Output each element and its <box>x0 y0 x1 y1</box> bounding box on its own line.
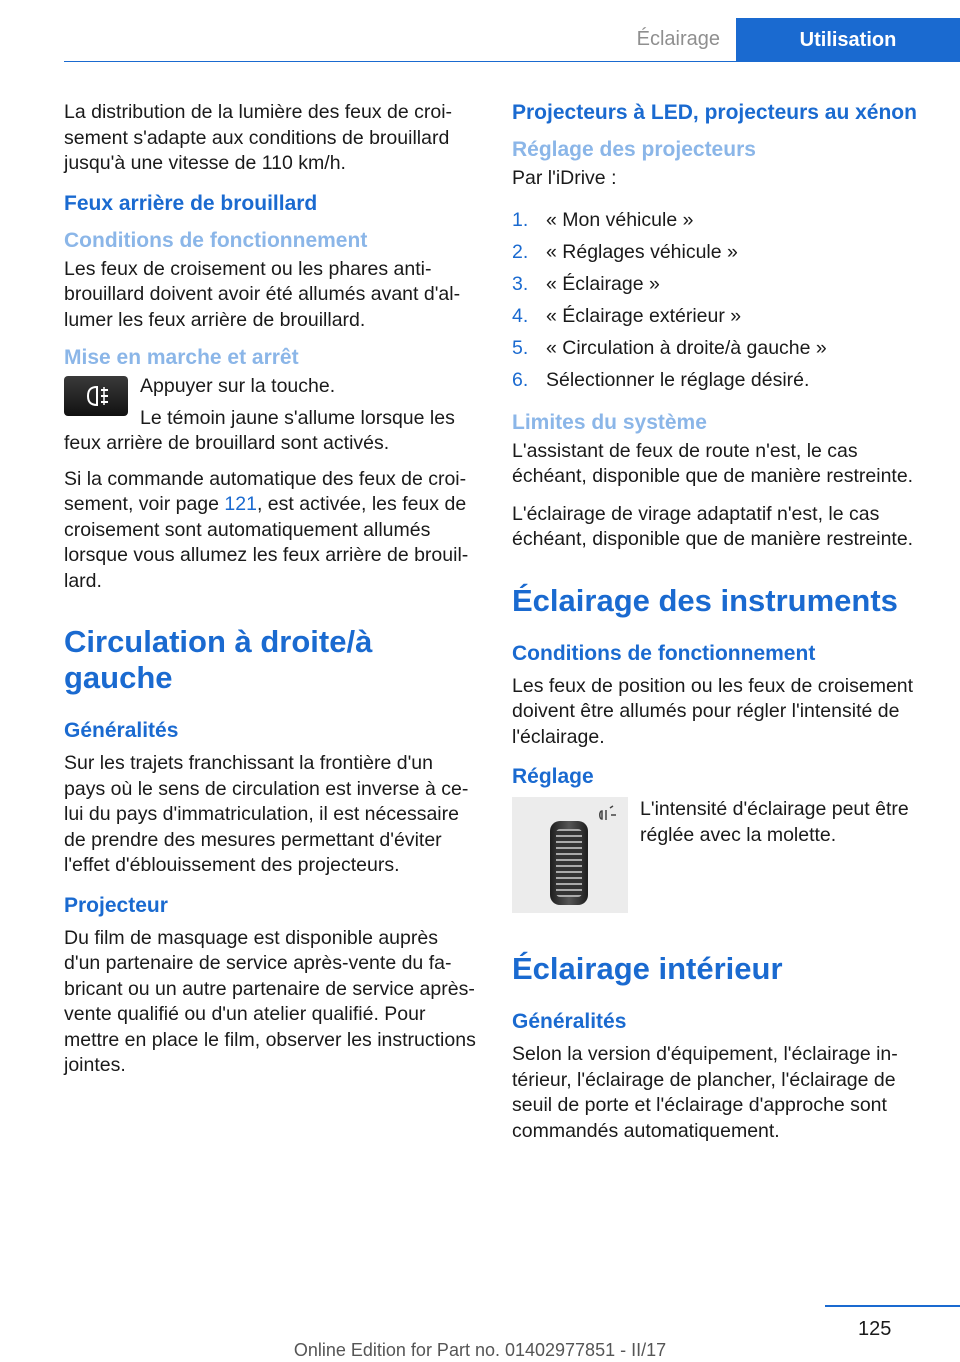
limits-paragraph-1: L'assistant de feux de route n'est, le cas échéant, disponible que de manière restreinte. <box>512 439 914 487</box>
press-button-text: Appuyer sur la touche. <box>140 375 336 397</box>
heading-led-xenon: Projecteurs à LED, projecteurs au xénon <box>512 101 917 124</box>
subheading-conditions: Conditions de fonctionnement <box>64 228 368 252</box>
list-item: 4. « Éclairage extérieur » <box>512 304 742 327</box>
subheading-setting: Réglage <box>512 765 594 788</box>
indicator-text: Le témoin jaune s'allume lorsque les feux arrière de brouillard sont activés. <box>64 406 455 454</box>
instrument-lighting-roller-icon <box>512 797 628 913</box>
subheading-general: Généralités <box>64 719 179 742</box>
header-section-title: Éclairage <box>636 28 720 50</box>
heading-interior-lighting: Éclairage intérieur <box>512 951 783 986</box>
setting-paragraph: L'intensité d'éclairage peut être réglée avec la molette. <box>640 798 909 846</box>
page-link-121[interactable]: 121 <box>224 493 257 515</box>
list-item: 2. « Réglages véhicule » <box>512 240 738 263</box>
right-column <box>512 100 924 1156</box>
rear-fog-light-button-icon <box>64 376 128 416</box>
edition-footer: Online Edition for Part no. 01402977851 - II/17 <box>293 1340 667 1360</box>
auto-lights-paragraph: Si la commande automatique des feux de croisement, voir page 121, est activée, les feux de croisement sont automatiquement allumés lorsque vous allumez les feux arrière de brouillard. <box>64 467 469 592</box>
subheading-instrument-conditions: Conditions de fonctionnement <box>512 641 816 665</box>
roller-figure <box>512 797 924 921</box>
header-rule <box>64 61 960 62</box>
general-paragraph: Sur les trajets franchissant la frontière d'un pays où le sens de circulation est inverse à celui du pays d'immatriculation, il est nécessaire de prendre des mesures permettant d'éviter l'effet d'éblouissement des projecteurs. <box>64 752 469 876</box>
page-number: 125 <box>858 1318 892 1340</box>
subheading-interior-general: Généralités <box>512 1010 627 1033</box>
projector-paragraph: Du film de masquage est disponible auprès d'un partenaire de service après-vente du fabricant ou un autre partenaire de service après-vente qualifié ou d'un atelier qualifié. Pour mettre en place le film, observer les instructions jointes. <box>64 926 476 1076</box>
header-chapter-tab: Utilisation <box>736 18 960 62</box>
instrument-conditions-paragraph: Les feux de position ou les feux de croisement doivent être allumés pour régler l'intensité de l'éclairage. <box>512 674 914 748</box>
heading-rear-fog: Feux arrière de brouillard <box>64 191 318 215</box>
left-column <box>64 100 476 1091</box>
idrive-intro: Par l'iDrive : <box>512 167 617 189</box>
list-item: 6. Sélectionner le réglage désiré. <box>512 368 810 391</box>
subheading-on-off: Mise en marche et arrêt <box>64 346 299 369</box>
subheading-system-limits: Limites du système <box>512 410 707 434</box>
subheading-headlight-adjust: Réglage des projecteurs <box>512 138 756 161</box>
interior-general-paragraph: Selon la version d'équipement, l'éclairage intérieur, l'éclairage de plancher, l'éclairage de seuil de porte et l'éclairage d'approche sont commandés automatiquement. <box>512 1043 898 1142</box>
intro-paragraph: La distribution de la lumière des feux de croisement s'adapte aux conditions de brouillard jusqu'à une vitesse de 110 km/h. <box>64 101 453 174</box>
footer-rule <box>825 1305 960 1307</box>
fog-button-figure <box>64 374 476 463</box>
heading-instrument-lighting: Éclairage des instruments <box>512 582 898 618</box>
list-item: 1. « Mon véhicule » <box>512 208 694 231</box>
page-header <box>0 0 960 62</box>
subheading-projector: Projecteur <box>64 893 168 917</box>
heading-traffic-side: Circulation à droite/à gauche <box>64 624 373 695</box>
limits-paragraph-2: L'éclairage de virage adaptatif n'est, le cas échéant, disponible que de manière restreinte. <box>512 502 914 550</box>
list-item: 3. « Éclairage » <box>512 272 660 295</box>
list-item: 5. « Circulation à droite/à gauche » <box>512 336 827 359</box>
idrive-steps-list <box>512 204 924 396</box>
conditions-paragraph: Les feux de croisement ou les phares antibrouillard doivent avoir été allumés avant d'allumer les feux arrière de brouillard. <box>64 257 461 331</box>
